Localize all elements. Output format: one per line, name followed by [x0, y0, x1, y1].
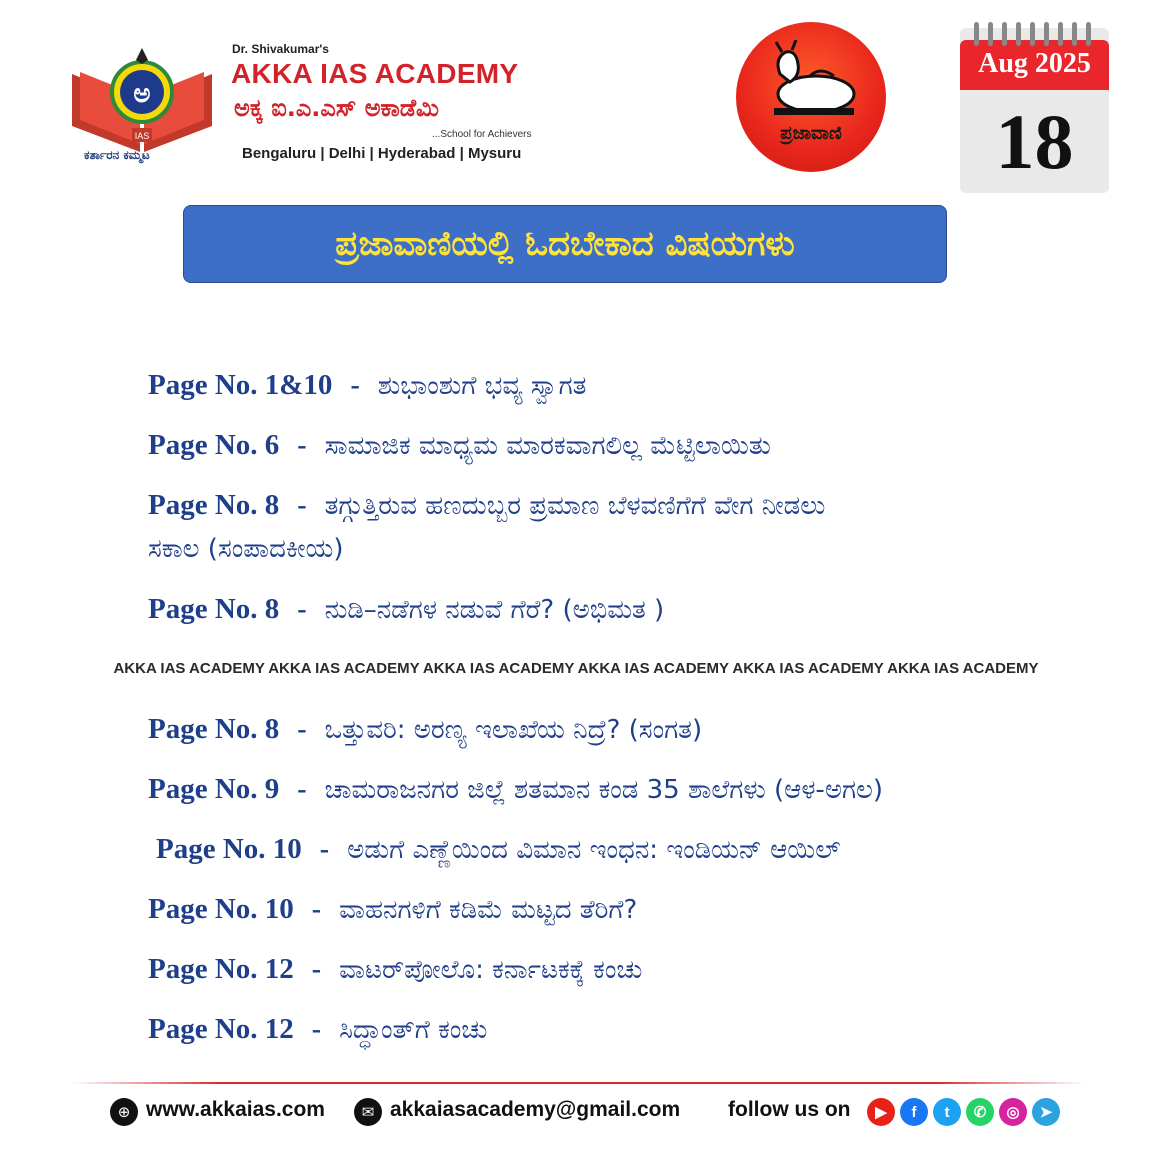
academy-motto: ಕರ್ತಾರನ ಕಮ್ಮಟ [84, 148, 150, 162]
article-row [148, 488, 825, 522]
article-page: Page No. 1&10 [148, 369, 333, 401]
article-dash: - [319, 834, 330, 865]
footer-divider [70, 1082, 1086, 1084]
article-row [148, 892, 637, 926]
article-page: Page No. 9 [148, 773, 280, 805]
article-row [148, 712, 702, 746]
article-page: Page No. 8 [148, 713, 280, 745]
article-title: ವಾಟರ್‌ಪೋಲೊ: ಕರ್ನಾಟಕಕ್ಕೆ ಕಂಚು [339, 955, 643, 985]
article-title: ತಗ್ಗುತ್ತಿರುವ ಹಣದುಬ್ಬರ ಪ್ರಮಾಣ ಬೆಳವಣಿಗೆಗೆ ವೇಗ ನೀಡಲು [324, 491, 826, 521]
article-row [148, 592, 664, 626]
article-row [148, 952, 642, 986]
article-title: ಅಡುಗೆ ಎಣ್ಣೆಯಿಂದ ವಿಮಾನ ಇಂಧನ: ಇಂಡಿಯನ್ ಆಯಿಲ್ [347, 835, 841, 865]
article-dash: - [311, 954, 322, 985]
article-title: ಒತ್ತುವರಿ: ಅರಣ್ಯ ಇಲಾಖೆಯ ನಿದ್ರೆ? (ಸಂಗತ) [324, 715, 703, 745]
academy-name-kannada: ಅಕ್ಕ ಐ.ಎ.ಎಸ್ ಅಕಾಡೆಮಿ [234, 94, 439, 122]
article-dash: - [311, 894, 322, 925]
article-dash: - [311, 1014, 322, 1045]
article-row [148, 772, 883, 806]
academy-tagline: ...School for Achievers [432, 129, 532, 140]
section-banner [183, 205, 947, 283]
calendar-ring [1072, 22, 1077, 46]
article-page: Page No. 12 [148, 1013, 294, 1045]
article-page: Page No. 10 [156, 833, 302, 865]
whatsapp-icon[interactable]: ✆ [966, 1098, 994, 1126]
article-page: Page No. 8 [148, 489, 280, 521]
article-dash: - [297, 594, 307, 625]
calendar-ring [1058, 22, 1063, 46]
calendar-ring [974, 22, 979, 46]
calendar-ring [1030, 22, 1035, 46]
banner-title: ಪ್ರಜಾವಾಣಿಯಲ್ಲಿ ಓದಬೇಕಾದ ವಿಷಯಗಳು [335, 224, 795, 264]
article-page: Page No. 10 [148, 893, 294, 925]
article-title: ನುಡಿ–ನಡೆಗಳ ನಡುವೆ ಗೆರೆ? (ಅಭಿಮತ ) [324, 595, 665, 625]
founder-name: Dr. Shivakumar's [232, 42, 329, 56]
article-title: ಸಾಮಾಜಿಕ ಮಾಧ್ಯಮ ಮಾರಕವಾಗಲಿಲ್ಲ ಮೆಟ್ಟಿಲಾಯಿತು [324, 431, 771, 461]
watermark-strip: AKKA IAS ACADEMY AKKA IAS ACADEMY AKKA IAS ACADEMY AKKA IAS ACADEMY AKKA IAS ACADEMY AKKA IAS ACADEMY [113, 660, 1039, 677]
website-link[interactable]: www.akkaias.com [146, 1098, 325, 1121]
article-title: ಸಿದ್ಧಾಂತ್‌ಗೆ ಕಂಚು [339, 1015, 488, 1045]
calendar-ring [1086, 22, 1091, 46]
email-link[interactable]: akkaiasacademy@gmail.com [390, 1098, 681, 1121]
article-title-continuation: ಸಕಾಲ (ಸಂಪಾದಕೀಯ) [148, 534, 344, 564]
article-page: Page No. 12 [148, 953, 294, 985]
nandi-bull-icon [760, 40, 864, 120]
article-dash: - [297, 490, 307, 521]
calendar-month: Aug 2025 [978, 48, 1091, 79]
youtube-icon[interactable]: ▶ [867, 1098, 895, 1126]
calendar-ring [1044, 22, 1049, 46]
instagram-icon[interactable]: ◎ [999, 1098, 1027, 1126]
article-dash: - [297, 714, 307, 745]
article-dash: - [297, 430, 307, 461]
academy-emblem-logo [62, 44, 222, 164]
article-row [148, 428, 771, 462]
article-dash: - [297, 774, 307, 805]
follow-us-label: follow us on [728, 1098, 851, 1121]
mail-icon: ✉ [354, 1098, 382, 1126]
article-page: Page No. 8 [148, 593, 280, 625]
calendar-ring [988, 22, 993, 46]
article-title: ಚಾಮರಾಜನಗರ ಜಿಲ್ಲೆ ಶತಮಾನ ಕಂಡ 35 ಶಾಲೆಗಳು (ಆಳ-ಅಗಲ) [324, 775, 884, 805]
article-row [156, 832, 840, 866]
article-row [148, 368, 586, 402]
facebook-icon[interactable]: f [900, 1098, 928, 1126]
calendar-ring [1016, 22, 1021, 46]
academy-cities: Bengaluru | Delhi | Hyderabad | Mysuru [242, 145, 522, 162]
article-row [148, 1012, 487, 1046]
article-title: ಶುಭಾಂಶುಗೆ ಭವ್ಯ ಸ್ವಾಗತ [377, 371, 587, 401]
article-title: ವಾಹನಗಳಿಗೆ ಕಡಿಮೆ ಮಟ್ಟದ ತೆರಿಗೆ? [339, 895, 638, 925]
telegram-icon[interactable]: ➤ [1032, 1098, 1060, 1126]
article-dash: - [350, 370, 360, 401]
emblem-ias-text: IAS [134, 131, 150, 141]
article-page: Page No. 6 [148, 429, 280, 461]
globe-icon: ⊕ [110, 1098, 138, 1126]
twitter-icon[interactable]: t [933, 1098, 961, 1126]
academy-name: AKKA IAS ACADEMY [231, 58, 519, 89]
calendar-ring [1002, 22, 1007, 46]
calendar-day: 18 [995, 98, 1074, 185]
newspaper-name: ಪ್ರಜಾವಾಣಿ [780, 123, 842, 144]
svg-text:ಅ: ಅ [133, 79, 151, 109]
